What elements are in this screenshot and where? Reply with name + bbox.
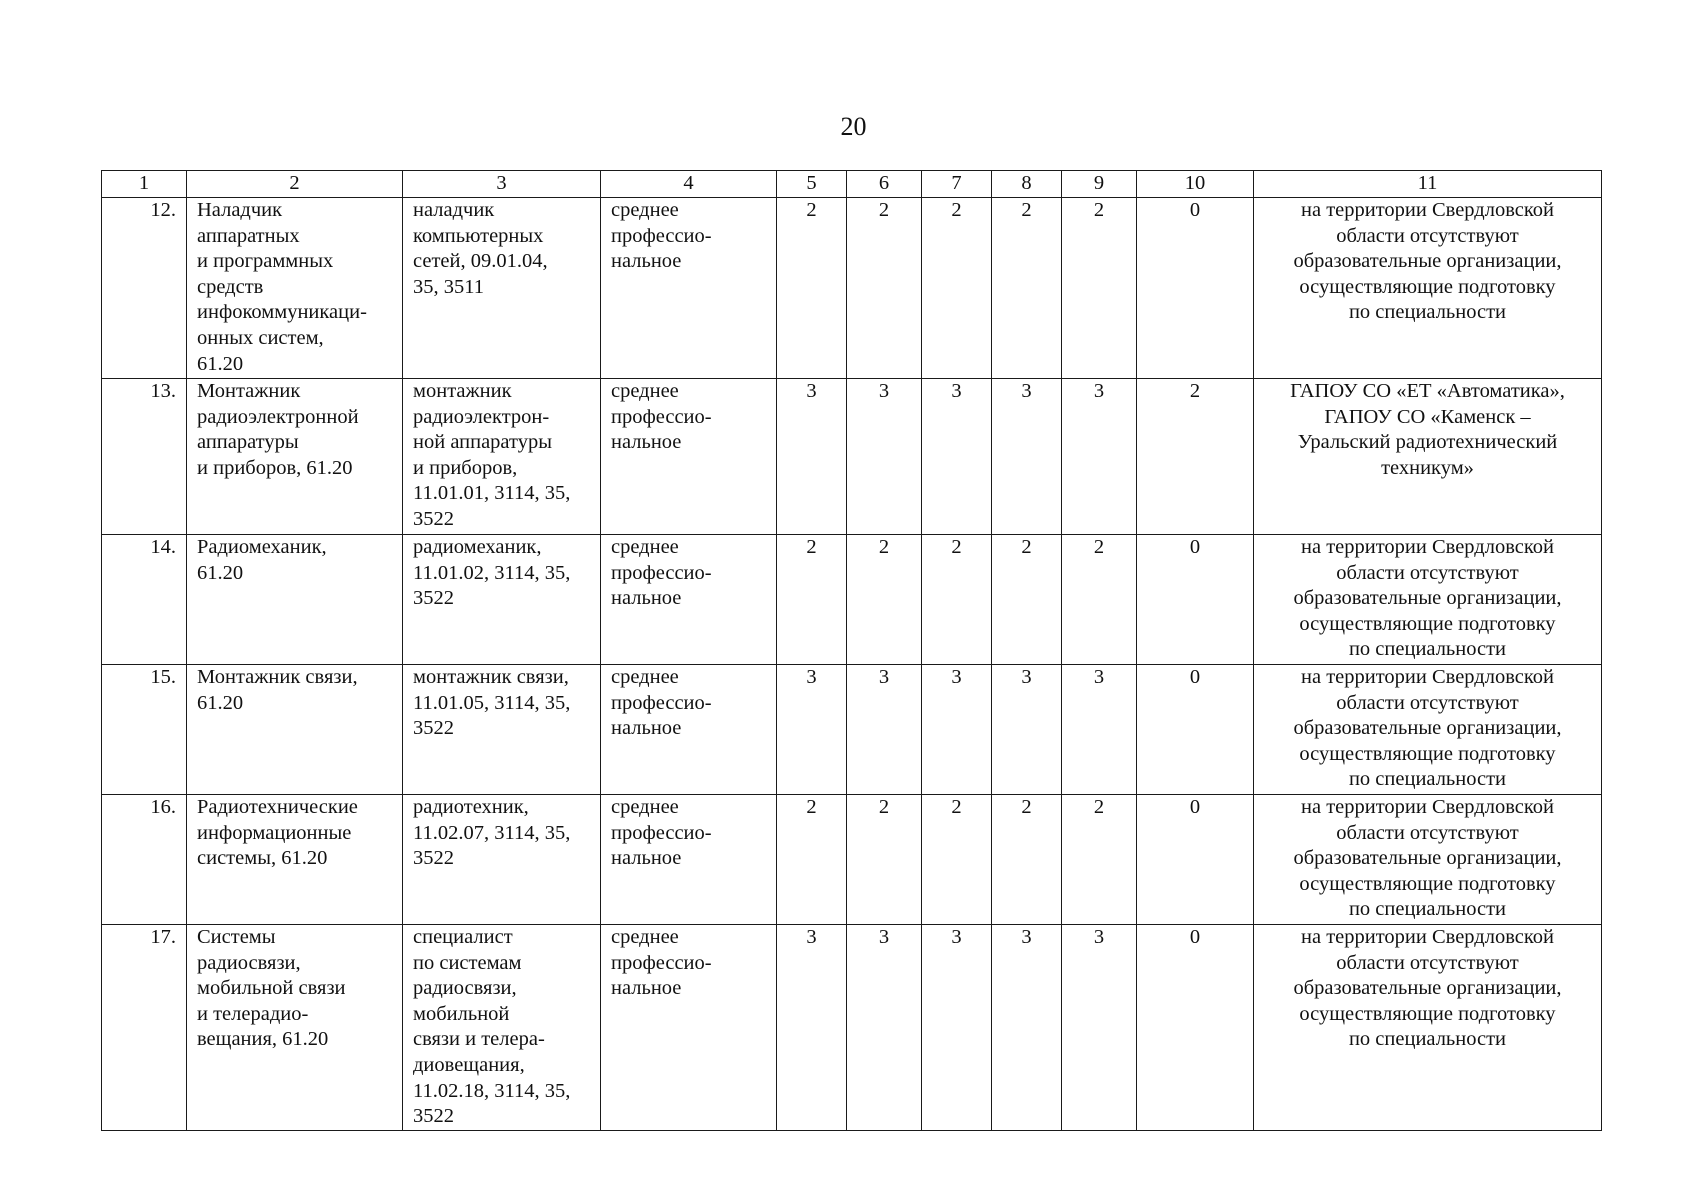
header-cell: 8: [992, 171, 1062, 198]
value-cell: 3: [777, 925, 847, 1131]
profession-cell: Наладчик аппаратных и программных средств инфокоммуникаци- онных систем, 61.20: [187, 198, 403, 379]
value-cell: 2: [992, 198, 1062, 379]
note-cell: на территории Свердловской области отсутствуют образовательные организации, осуществляющие подготовку по специальности: [1254, 925, 1602, 1131]
header-row: [102, 171, 1602, 198]
value-cell: 3: [847, 925, 922, 1131]
header-cell: 5: [777, 171, 847, 198]
table-row: [102, 925, 1602, 1131]
education-cell: среднее профессио- нальное: [601, 535, 777, 665]
data-table: [101, 170, 1602, 1131]
row-number: 13.: [102, 379, 187, 535]
value-cell: 0: [1137, 925, 1254, 1131]
qualification-cell: специалист по системам радиосвязи, мобильной связи и телера- диовещания, 11.02.18, 3114, 35, 3522: [403, 925, 601, 1131]
value-cell: 2: [777, 198, 847, 379]
table-row: [102, 665, 1602, 795]
page-number: 20: [840, 112, 867, 141]
value-cell: 3: [922, 379, 992, 535]
value-cell: 2: [992, 535, 1062, 665]
profession-cell: Радиотехнические информационные системы, 61.20: [187, 795, 403, 925]
header-cell: 1: [102, 171, 187, 198]
row-number: 17.: [102, 925, 187, 1131]
value-cell: 2: [777, 535, 847, 665]
table-row: [102, 198, 1602, 379]
note-cell: на территории Свердловской области отсутствуют образовательные организации, осуществляющие подготовку по специальности: [1254, 665, 1602, 795]
qualification-cell: монтажник радиоэлектрон- ной аппаратуры и приборов, 11.01.01, 3114, 35, 3522: [403, 379, 601, 535]
value-cell: 3: [922, 925, 992, 1131]
education-cell: среднее профессио- нальное: [601, 665, 777, 795]
value-cell: 0: [1137, 665, 1254, 795]
header-cell: 3: [403, 171, 601, 198]
value-cell: 2: [922, 795, 992, 925]
education-cell: среднее профессио- нальное: [601, 795, 777, 925]
qualification-cell: радиотехник, 11.02.07, 3114, 35, 3522: [403, 795, 601, 925]
value-cell: 0: [1137, 535, 1254, 665]
education-cell: среднее профессио- нальное: [601, 379, 777, 535]
qualification-cell: радиомеханик, 11.01.02, 3114, 35, 3522: [403, 535, 601, 665]
qualification-cell: наладчик компьютерных сетей, 09.01.04, 35, 3511: [403, 198, 601, 379]
value-cell: 2: [1062, 795, 1137, 925]
value-cell: 0: [1137, 198, 1254, 379]
value-cell: 2: [777, 795, 847, 925]
value-cell: 3: [992, 379, 1062, 535]
value-cell: 2: [847, 795, 922, 925]
value-cell: 2: [1062, 198, 1137, 379]
profession-cell: Радиомеханик, 61.20: [187, 535, 403, 665]
note-cell: на территории Свердловской области отсутствуют образовательные организации, осуществляющие подготовку по специальности: [1254, 795, 1602, 925]
value-cell: 3: [992, 925, 1062, 1131]
value-cell: 3: [1062, 379, 1137, 535]
row-number: 16.: [102, 795, 187, 925]
value-cell: 2: [1137, 379, 1254, 535]
profession-cell: Монтажник радиоэлектронной аппаратуры и приборов, 61.20: [187, 379, 403, 535]
value-cell: 3: [922, 665, 992, 795]
table-row: [102, 795, 1602, 925]
header-cell: 11: [1254, 171, 1602, 198]
note-cell: на территории Свердловской области отсутствуют образовательные организации, осуществляющие подготовку по специальности: [1254, 198, 1602, 379]
value-cell: 3: [777, 665, 847, 795]
value-cell: 3: [1062, 925, 1137, 1131]
value-cell: 2: [1062, 535, 1137, 665]
header-cell: 2: [187, 171, 403, 198]
qualification-cell: монтажник связи, 11.01.05, 3114, 35, 3522: [403, 665, 601, 795]
value-cell: 2: [847, 198, 922, 379]
value-cell: 3: [777, 379, 847, 535]
value-cell: 3: [847, 379, 922, 535]
note-cell: на территории Свердловской области отсутствуют образовательные организации, осуществляющие подготовку по специальности: [1254, 535, 1602, 665]
value-cell: 2: [847, 535, 922, 665]
value-cell: 3: [1062, 665, 1137, 795]
row-number: 12.: [102, 198, 187, 379]
header-cell: 7: [922, 171, 992, 198]
profession-cell: Монтажник связи, 61.20: [187, 665, 403, 795]
value-cell: 3: [847, 665, 922, 795]
education-cell: среднее профессио- нальное: [601, 925, 777, 1131]
row-number: 14.: [102, 535, 187, 665]
row-number: 15.: [102, 665, 187, 795]
note-cell: ГАПОУ СО «ЕТ «Автоматика», ГАПОУ СО «Каменск – Уральский радиотехнический техникум»: [1254, 379, 1602, 535]
value-cell: 0: [1137, 795, 1254, 925]
table-row: [102, 535, 1602, 665]
value-cell: 3: [992, 665, 1062, 795]
header-cell: 10: [1137, 171, 1254, 198]
value-cell: 2: [922, 198, 992, 379]
education-cell: среднее профессио- нальное: [601, 198, 777, 379]
profession-cell: Системы радиосвязи, мобильной связи и телерадио- вещания, 61.20: [187, 925, 403, 1131]
header-cell: 6: [847, 171, 922, 198]
header-cell: 4: [601, 171, 777, 198]
header-cell: 9: [1062, 171, 1137, 198]
value-cell: 2: [922, 535, 992, 665]
value-cell: 2: [992, 795, 1062, 925]
table-row: [102, 379, 1602, 535]
